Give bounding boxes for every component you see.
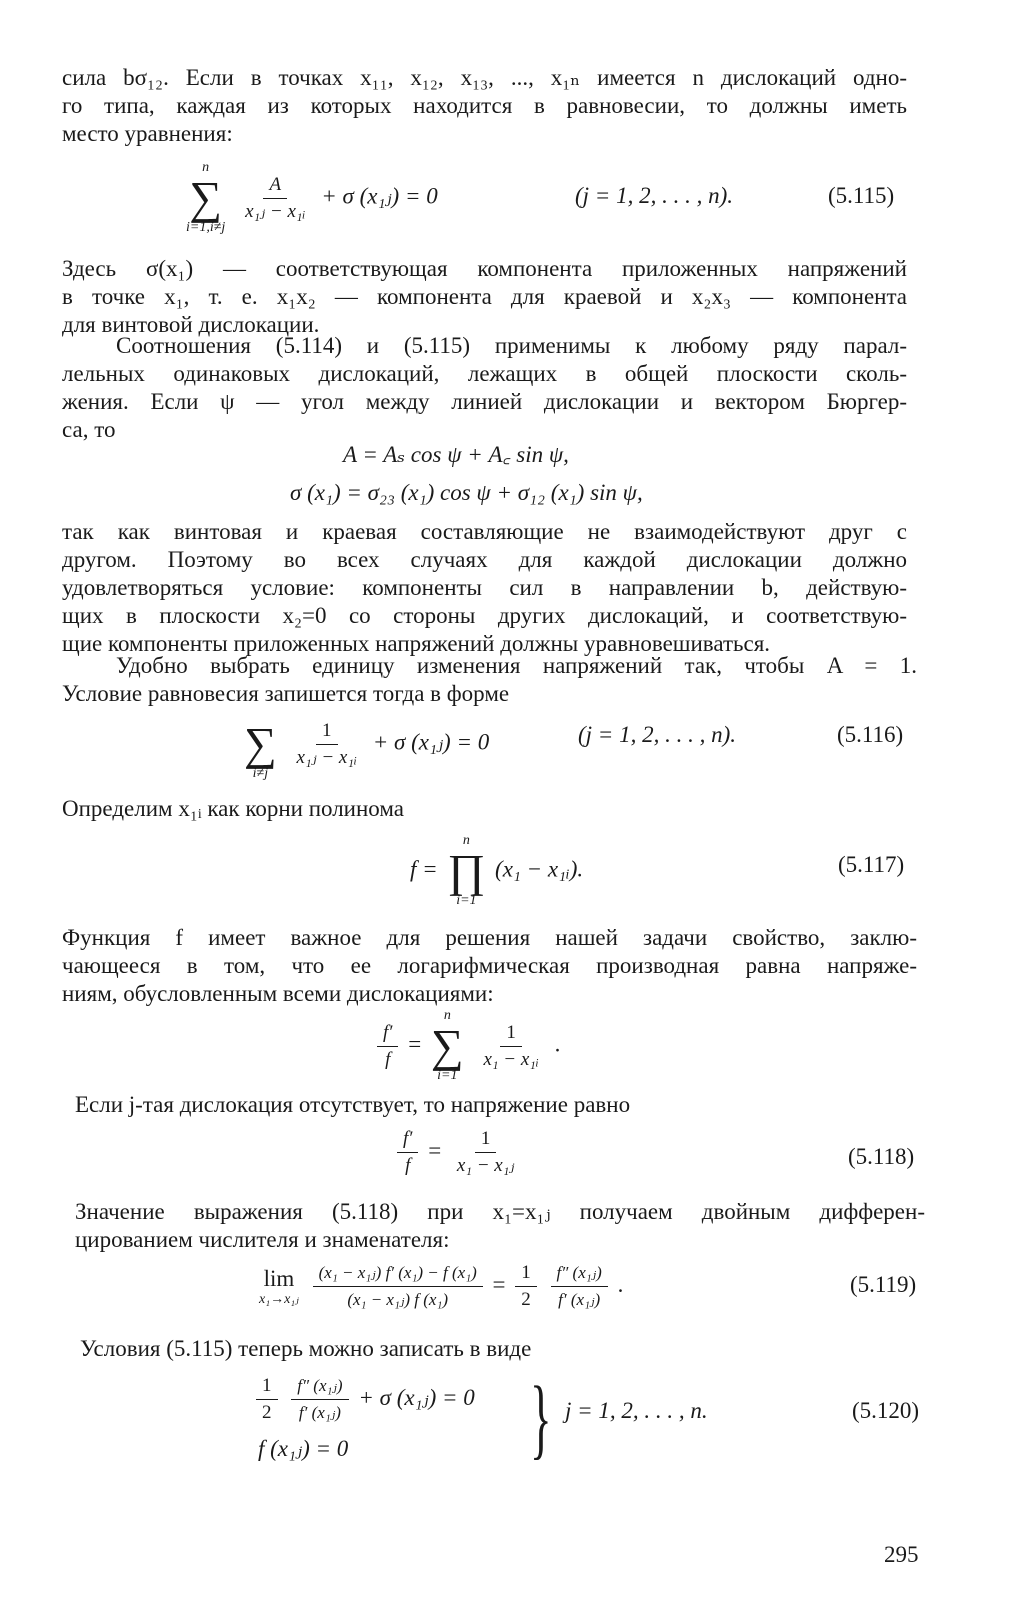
prod-upper-limit: n xyxy=(462,833,470,848)
sum-upper-limit: n xyxy=(443,1008,451,1023)
summation-sign: ∑ i≠j xyxy=(244,718,277,781)
denominator: x₁ − x₁ᵢ xyxy=(483,1048,539,1070)
equation-sigma: σ (x₁) = σ₂₃ (x₁) cos ψ + σ₁₂ (x₁) sin ψ, xyxy=(290,480,643,505)
punctuation: . xyxy=(554,1031,561,1057)
lim-subscript: x₁→x₁ⱼ xyxy=(259,1291,299,1307)
limit-operator xyxy=(259,1266,299,1308)
fraction xyxy=(377,1022,398,1071)
product-sign: n ∏ i=1 xyxy=(447,833,486,908)
equation-log-derivative: $\frac{f'}{f}$ = n ∑ i=1 $\frac{1}{\text{x₁ − x₁ᵢ}}$ . xyxy=(373,1008,560,1084)
text-line: чающееся в том, что ее логарифмическая производная равна напряже- xyxy=(62,953,917,978)
text-line: Определим x₁ᵢ как корни полинома xyxy=(62,796,404,821)
text-line: место уравнения: xyxy=(62,121,233,146)
equation-5-118: $\frac{f'}{f}$ = $\frac{1}{\text{x₁ − x₁ⱼ}}$ xyxy=(393,1128,524,1177)
equation-rest: + σ (x₁ⱼ) = 0 xyxy=(372,729,490,755)
text-line: в точке x₁, т. е. x₁x₂ — компонента для краевой и x₂x₃ — компонента xyxy=(62,284,907,309)
fraction xyxy=(477,1022,544,1071)
denominator: 2 xyxy=(521,1289,531,1310)
denominator: (x₁ − x₁ⱼ) f (x₁) xyxy=(347,1290,449,1309)
numerator: 1 xyxy=(316,720,338,745)
text-line: Здесь σ(x₁) — соответствующая компонента приложенных напряжений xyxy=(62,256,907,281)
text-line: другом. Поэтому во всех случаях для каждой дислокации должно xyxy=(62,547,907,572)
denominator: f xyxy=(385,1048,391,1070)
lim-label: lim xyxy=(263,1265,295,1291)
text-line: Значение выражения (5.118) при x₁=x₁ⱼ получаем двойным дифферен- xyxy=(75,1199,925,1224)
paragraph-8 xyxy=(75,1091,920,1119)
prod-lower-limit: i=1 xyxy=(456,893,477,908)
equation-condition: (j = 1, 2, . . . , n). xyxy=(578,722,736,747)
text-line: Условия (5.115) теперь можно записать в виде xyxy=(80,1336,532,1361)
numerator: 1 xyxy=(256,1375,278,1400)
fraction xyxy=(515,1262,537,1311)
sum-lower-limit: i=1,i≠j xyxy=(186,220,226,235)
paragraph-5 xyxy=(62,652,917,708)
text-line: так как винтовая и краевая составляющие не взаимодействуют друг с xyxy=(62,519,907,544)
numerator: f′ xyxy=(397,1128,418,1153)
text-line: для винтовой дислокации. xyxy=(62,312,320,337)
numerator: f″ (x₁ⱼ) xyxy=(551,1262,608,1287)
equation-5-115 xyxy=(182,160,438,236)
text-line: цированием числителя и знаменателя: xyxy=(75,1227,450,1252)
text-line: Функция f имеет важное для решения нашей задачи свойство, заклю- xyxy=(62,925,917,950)
denominator: f xyxy=(405,1155,411,1176)
paragraph-6 xyxy=(62,795,907,823)
equation-rest: + σ (x₁ⱼ) = 0 xyxy=(321,183,438,209)
numerator: 1 xyxy=(515,1262,537,1287)
equation-number: (5.115) xyxy=(828,183,895,208)
denominator: x₁ⱼ − x₁ᵢ xyxy=(245,200,306,222)
text-line: Если j-тая дислокация отсутствует, то напряжение равно xyxy=(75,1092,631,1117)
paragraph-10 xyxy=(80,1335,925,1363)
equation-5-117 xyxy=(410,833,583,909)
equation-condition: (j = 1, 2, . . . , n). xyxy=(575,183,733,208)
equation-rest: + σ (x₁ⱼ) = 0 xyxy=(358,1384,475,1410)
equation-number: (5.116) xyxy=(837,722,904,747)
denominator: 2 xyxy=(262,1402,272,1423)
numerator: f′ xyxy=(377,1022,398,1047)
fraction xyxy=(313,1262,483,1311)
text-line: Удобно выбрать единицу изменения напряжений так, чтобы A = 1. xyxy=(116,653,917,678)
equation-lhs: f = xyxy=(410,856,438,882)
numerator: 1 xyxy=(475,1128,497,1153)
equation-number: (5.117) xyxy=(838,852,905,877)
paragraph-9 xyxy=(75,1198,925,1254)
right-brace: } xyxy=(530,1369,552,1468)
paragraph-3 xyxy=(62,332,907,444)
text-line: сила bσ₁₂. Если в точках x₁₁, x₁₂, x₁₃, ..., x₁ₙ имеется n дислокаций одно- xyxy=(62,65,907,90)
denominator: f′ (x₁ⱼ) xyxy=(298,1403,341,1422)
fraction xyxy=(451,1128,520,1177)
sum-lower-limit: i≠j xyxy=(252,766,269,781)
fraction xyxy=(256,1375,278,1424)
equation-number: (5.119) xyxy=(850,1272,917,1297)
paragraph-1 xyxy=(62,64,907,148)
fraction xyxy=(291,720,363,769)
numerator: 1 xyxy=(500,1022,522,1047)
text-line: са, то xyxy=(62,417,116,442)
text-line: го типа, каждая из которых находится в равновесии, то должны иметь xyxy=(62,93,907,118)
punctuation: . xyxy=(617,1271,624,1297)
equation-5-116 xyxy=(240,706,489,782)
text-line: жения. Если ψ — угол между линией дислокации и вектором Бюргер- xyxy=(62,389,907,414)
paragraph-2 xyxy=(62,255,907,339)
denominator: x₁ − x₁ⱼ xyxy=(456,1155,515,1176)
fraction xyxy=(239,174,311,223)
text-line: щих в плоскости x₂=0 со стороны других дислокаций, и соответствую- xyxy=(62,603,907,628)
text-line: Условие равновесия запишется тогда в форме xyxy=(62,681,510,706)
paragraph-4 xyxy=(62,518,907,658)
equation-5-120-line-1 xyxy=(252,1375,475,1424)
fraction xyxy=(291,1375,348,1424)
text-line: щие компоненты приложенных напряжений должны уравновешиваться. xyxy=(62,631,771,656)
equation-5-120-line-2: f (x₁ⱼ) = 0 xyxy=(258,1436,349,1461)
text-line: лельных одинаковых дислокаций, лежащих в общей плоскости сколь- xyxy=(62,361,907,386)
summation-sign: n ∑ i=1 xyxy=(430,1008,464,1083)
fraction xyxy=(397,1128,418,1177)
sum-upper-limit: n xyxy=(202,160,210,175)
equation-5-119: lim x₁→x₁ⱼ $\frac{\text{(x₁ − x₁ⱼ) f′ (x₁) − f (x₁)}}{\text{(x₁ − x₁ⱼ) f (x₁)}}$ = $\frac{1}{2}$ $\frac{\text{f″ (x₁ⱼ)}}{\text{f′ (x₁ⱼ)}}$ . xyxy=(259,1262,624,1310)
sum-lower-limit: i=1 xyxy=(437,1068,458,1083)
text-line: ниям, обусловленным всеми дислокациями: xyxy=(62,981,494,1006)
denominator: f′ (x₁ⱼ) xyxy=(558,1290,601,1309)
equation-number: (5.120) xyxy=(852,1398,920,1423)
paragraph-7 xyxy=(62,924,917,1008)
fraction xyxy=(551,1262,608,1311)
summation-sign: n ∑ i=1,i≠j xyxy=(186,160,226,235)
text-line: Соотношения (5.114) и (5.115) применимы к любому ряду парал- xyxy=(116,333,907,358)
equation-rest: (x₁ − x₁ᵢ). xyxy=(495,856,584,882)
numerator: (x₁ − x₁ⱼ) f′ (x₁) − f (x₁) xyxy=(313,1262,483,1287)
equation-condition: j = 1, 2, . . . , n. xyxy=(565,1398,708,1423)
equation-number: (5.118) xyxy=(848,1144,915,1169)
text-line: удовлетворяться условие: компоненты сил в направлении b, действую- xyxy=(62,575,907,600)
equation-a: A = Aₛ cos ψ + A꜀ sin ψ, xyxy=(343,442,569,467)
denominator: x₁ⱼ − x₁ᵢ xyxy=(296,746,357,768)
numerator: A xyxy=(263,174,287,199)
numerator: f″ (x₁ⱼ) xyxy=(291,1375,348,1400)
page-number: 295 xyxy=(884,1542,919,1567)
